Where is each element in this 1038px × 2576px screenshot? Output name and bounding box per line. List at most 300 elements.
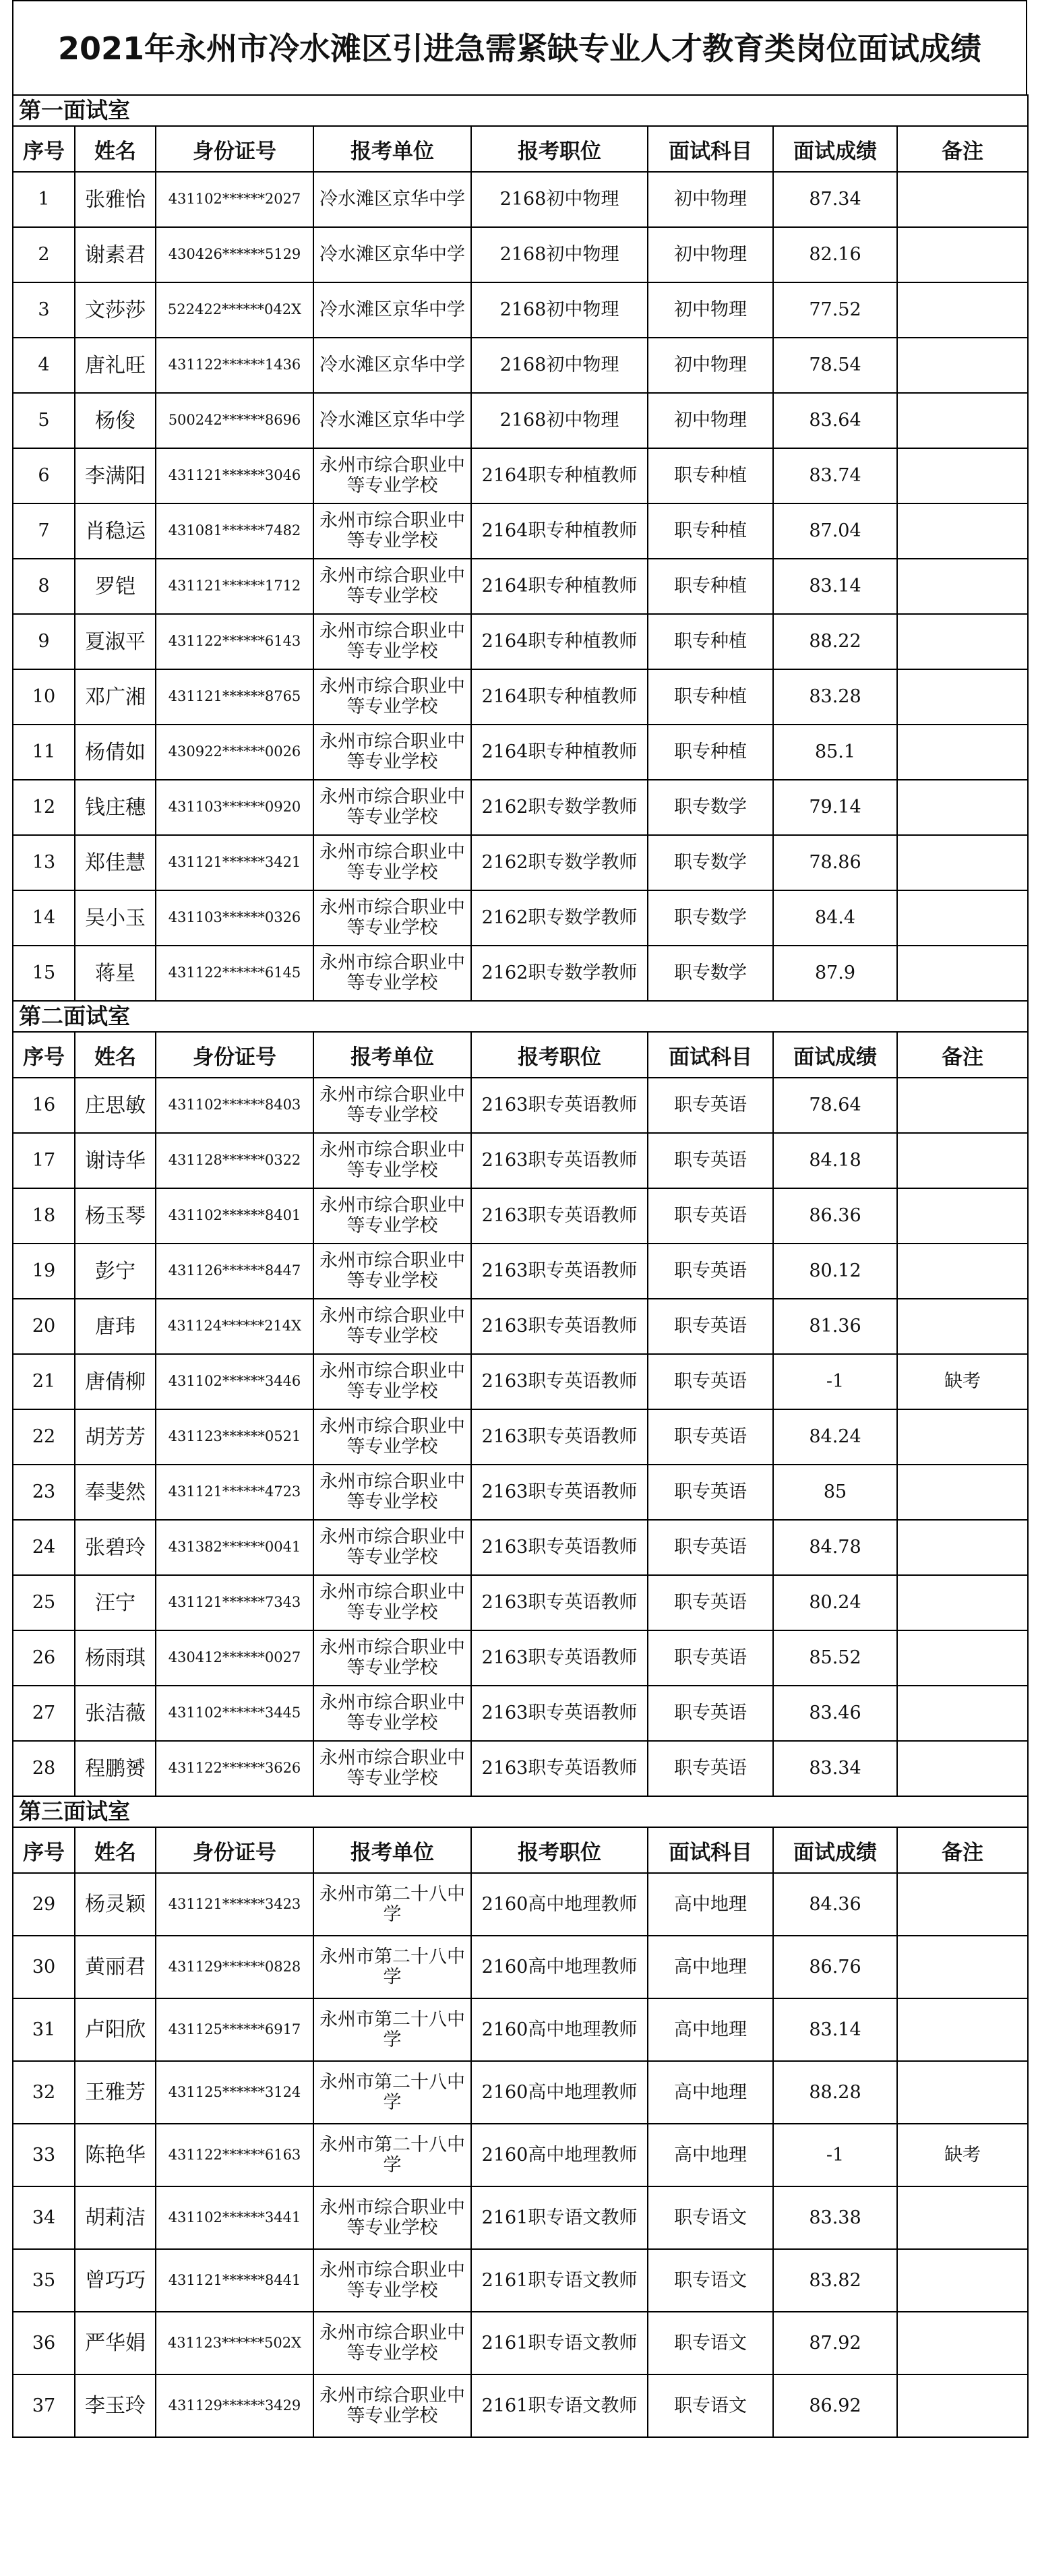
id-number: 431122******3626 (156, 1741, 313, 1796)
id-number: 431121******3046 (156, 448, 313, 503)
applied-position: 2168初中物理 (471, 282, 648, 338)
interview-subject: 高中地理 (648, 1873, 773, 1936)
row-number: 24 (13, 1520, 75, 1575)
applied-unit: 永州市综合职业中等专业学校 (313, 1078, 471, 1133)
applied-position: 2163职专英语教师 (471, 1686, 648, 1741)
applied-position: 2160高中地理教师 (471, 2061, 648, 2124)
row-number: 9 (13, 614, 75, 669)
row-number: 22 (13, 1409, 75, 1465)
candidate-name: 肖稳运 (75, 503, 156, 559)
room-name: 第二面试室 (13, 1001, 1028, 1032)
interview-score: 83.14 (773, 1998, 897, 2061)
remark (897, 725, 1028, 780)
row-number: 26 (13, 1630, 75, 1686)
table-row (13, 2061, 1028, 2124)
applied-unit: 永州市综合职业中等专业学校 (313, 1465, 471, 1520)
table-header-row (13, 1032, 1028, 1078)
interview-score: 85.1 (773, 725, 897, 780)
candidate-name: 钱庄穗 (75, 780, 156, 835)
id-number: 431102******3446 (156, 1354, 313, 1409)
applied-unit: 永州市第二十八中学 (313, 2061, 471, 2124)
applied-unit: 永州市综合职业中等专业学校 (313, 559, 471, 614)
table-row (13, 393, 1028, 448)
header-unit: 报考单位 (313, 126, 471, 172)
applied-position: 2163职专英语教师 (471, 1575, 648, 1630)
row-number: 18 (13, 1188, 75, 1244)
interview-subject: 初中物理 (648, 338, 773, 393)
interview-score: 84.78 (773, 1520, 897, 1575)
candidate-name: 邓广湘 (75, 669, 156, 725)
applied-unit: 永州市第二十八中学 (313, 1873, 471, 1936)
interview-subject: 职专种植 (648, 725, 773, 780)
applied-position: 2168初中物理 (471, 227, 648, 282)
interview-subject: 职专数学 (648, 780, 773, 835)
applied-unit: 永州市综合职业中等专业学校 (313, 1188, 471, 1244)
row-number: 31 (13, 1998, 75, 2061)
header-subject: 面试科目 (648, 126, 773, 172)
row-number: 16 (13, 1078, 75, 1133)
header-name: 姓名 (75, 126, 156, 172)
row-number: 25 (13, 1575, 75, 1630)
id-number: 431129******0828 (156, 1936, 313, 1998)
remark (897, 448, 1028, 503)
header-unit: 报考单位 (313, 1827, 471, 1873)
header-position: 报考职位 (471, 1032, 648, 1078)
interview-score: 84.18 (773, 1133, 897, 1188)
applied-unit: 冷水滩区京华中学 (313, 282, 471, 338)
applied-unit: 永州市综合职业中等专业学校 (313, 2374, 471, 2437)
remark (897, 1741, 1028, 1796)
candidate-name: 杨玉琴 (75, 1188, 156, 1244)
table-row (13, 1078, 1028, 1133)
remark (897, 1575, 1028, 1630)
id-number: 431123******502X (156, 2312, 313, 2374)
candidate-name: 杨雨琪 (75, 1630, 156, 1686)
candidate-name: 蒋星 (75, 946, 156, 1001)
interview-score: 84.36 (773, 1873, 897, 1936)
applied-position: 2164职专种植教师 (471, 503, 648, 559)
remark (897, 1936, 1028, 1998)
interview-score: 83.14 (773, 559, 897, 614)
interview-subject: 职专英语 (648, 1575, 773, 1630)
table-row (13, 1354, 1028, 1409)
candidate-name: 杨俊 (75, 393, 156, 448)
table-row (13, 2312, 1028, 2374)
header-remark: 备注 (897, 1827, 1028, 1873)
table-row (13, 1299, 1028, 1354)
table-row (13, 669, 1028, 725)
interview-score: 87.04 (773, 503, 897, 559)
applied-position: 2160高中地理教师 (471, 1936, 648, 1998)
applied-position: 2160高中地理教师 (471, 2124, 648, 2186)
table-row (13, 1409, 1028, 1465)
applied-position: 2164职专种植教师 (471, 614, 648, 669)
row-number: 7 (13, 503, 75, 559)
remark (897, 890, 1028, 946)
interview-subject: 职专英语 (648, 1188, 773, 1244)
interview-subject: 职专英语 (648, 1630, 773, 1686)
interview-score: 83.46 (773, 1686, 897, 1741)
section-room-title (13, 95, 1028, 126)
row-number: 11 (13, 725, 75, 780)
interview-subject: 职专英语 (648, 1354, 773, 1409)
table-row (13, 559, 1028, 614)
remark (897, 503, 1028, 559)
row-number: 12 (13, 780, 75, 835)
row-number: 28 (13, 1741, 75, 1796)
interview-score: 83.38 (773, 2186, 897, 2249)
row-number: 36 (13, 2312, 75, 2374)
interview-score: 87.9 (773, 946, 897, 1001)
interview-subject: 高中地理 (648, 2124, 773, 2186)
applied-unit: 永州市第二十八中学 (313, 1936, 471, 1998)
interview-subject: 职专英语 (648, 1299, 773, 1354)
section-room-title (13, 1796, 1028, 1827)
table-row (13, 172, 1028, 227)
row-number: 5 (13, 393, 75, 448)
id-number: 431121******8441 (156, 2249, 313, 2312)
id-number: 431103******0920 (156, 780, 313, 835)
remark (897, 282, 1028, 338)
applied-position: 2163职专英语教师 (471, 1133, 648, 1188)
id-number: 431382******0041 (156, 1520, 313, 1575)
header-id: 身份证号 (156, 1032, 313, 1078)
candidate-name: 唐礼旺 (75, 338, 156, 393)
header-seq: 序号 (13, 126, 75, 172)
candidate-name: 罗铠 (75, 559, 156, 614)
candidate-name: 唐玮 (75, 1299, 156, 1354)
row-number: 13 (13, 835, 75, 890)
interview-subject: 初中物理 (648, 393, 773, 448)
applied-position: 2168初中物理 (471, 172, 648, 227)
applied-unit: 永州市综合职业中等专业学校 (313, 669, 471, 725)
table-header-row (13, 1827, 1028, 1873)
applied-unit: 永州市综合职业中等专业学校 (313, 835, 471, 890)
interview-score: 87.92 (773, 2312, 897, 2374)
id-number: 431126******8447 (156, 1244, 313, 1299)
interview-score: 85.52 (773, 1630, 897, 1686)
applied-position: 2163职专英语教师 (471, 1244, 648, 1299)
table-row (13, 614, 1028, 669)
applied-unit: 冷水滩区京华中学 (313, 338, 471, 393)
remark (897, 946, 1028, 1001)
remark (897, 835, 1028, 890)
interview-score: 78.54 (773, 338, 897, 393)
candidate-name: 卢阳欣 (75, 1998, 156, 2061)
applied-position: 2163职专英语教师 (471, 1520, 648, 1575)
applied-unit: 永州市综合职业中等专业学校 (313, 1409, 471, 1465)
row-number: 19 (13, 1244, 75, 1299)
candidate-name: 奉斐然 (75, 1465, 156, 1520)
remark (897, 1873, 1028, 1936)
id-number: 430426******5129 (156, 227, 313, 282)
remark (897, 669, 1028, 725)
row-number: 17 (13, 1133, 75, 1188)
row-number: 30 (13, 1936, 75, 1998)
row-number: 29 (13, 1873, 75, 1936)
document-title: 2021年永州市冷水滩区引进急需紧缺专业人才教育类岗位面试成绩 (12, 0, 1027, 94)
interview-subject: 职专语文 (648, 2374, 773, 2437)
id-number: 522422******042X (156, 282, 313, 338)
remark (897, 2312, 1028, 2374)
interview-subject: 职专英语 (648, 1520, 773, 1575)
applied-unit: 永州市综合职业中等专业学校 (313, 1299, 471, 1354)
interview-score: 88.28 (773, 2061, 897, 2124)
interview-subject: 职专英语 (648, 1133, 773, 1188)
row-number: 32 (13, 2061, 75, 2124)
interview-score: 81.36 (773, 1299, 897, 1354)
remark (897, 780, 1028, 835)
id-number: 500242******8696 (156, 393, 313, 448)
table-row (13, 2374, 1028, 2437)
candidate-name: 吴小玉 (75, 890, 156, 946)
applied-position: 2163职专英语教师 (471, 1354, 648, 1409)
candidate-name: 谢素君 (75, 227, 156, 282)
applied-unit: 永州市综合职业中等专业学校 (313, 780, 471, 835)
interview-subject: 职专数学 (648, 946, 773, 1001)
header-score: 面试成绩 (773, 1827, 897, 1873)
id-number: 431102******2027 (156, 172, 313, 227)
applied-position: 2163职专英语教师 (471, 1465, 648, 1520)
id-number: 431102******3441 (156, 2186, 313, 2249)
interview-subject: 职专英语 (648, 1465, 773, 1520)
row-number: 15 (13, 946, 75, 1001)
table-row (13, 227, 1028, 282)
id-number: 431125******6917 (156, 1998, 313, 2061)
applied-unit: 永州市综合职业中等专业学校 (313, 1520, 471, 1575)
interview-score: 86.76 (773, 1936, 897, 1998)
candidate-name: 胡芳芳 (75, 1409, 156, 1465)
applied-unit: 永州市综合职业中等专业学校 (313, 1630, 471, 1686)
applied-unit: 永州市综合职业中等专业学校 (313, 2186, 471, 2249)
candidate-name: 李满阳 (75, 448, 156, 503)
header-id: 身份证号 (156, 1827, 313, 1873)
table-row (13, 2186, 1028, 2249)
table-row (13, 1575, 1028, 1630)
interview-subject: 职专语文 (648, 2249, 773, 2312)
interview-score: 84.24 (773, 1409, 897, 1465)
applied-position: 2164职专种植教师 (471, 448, 648, 503)
row-number: 20 (13, 1299, 75, 1354)
candidate-name: 李玉玲 (75, 2374, 156, 2437)
id-number: 431128******0322 (156, 1133, 313, 1188)
table-row (13, 780, 1028, 835)
applied-position: 2163职专英语教师 (471, 1078, 648, 1133)
remark (897, 1078, 1028, 1133)
header-seq: 序号 (13, 1827, 75, 1873)
remark (897, 1133, 1028, 1188)
table-row (13, 1520, 1028, 1575)
table-row (13, 1133, 1028, 1188)
room-name: 第一面试室 (13, 95, 1028, 126)
interview-score: 83.28 (773, 669, 897, 725)
row-number: 33 (13, 2124, 75, 2186)
interview-score: 83.34 (773, 1741, 897, 1796)
candidate-name: 谢诗华 (75, 1133, 156, 1188)
interview-score: 83.82 (773, 2249, 897, 2312)
interview-subject: 职专英语 (648, 1741, 773, 1796)
applied-unit: 永州市综合职业中等专业学校 (313, 1133, 471, 1188)
remark (897, 614, 1028, 669)
applied-unit: 永州市综合职业中等专业学校 (313, 448, 471, 503)
interview-subject: 职专语文 (648, 2186, 773, 2249)
id-number: 431121******3423 (156, 1873, 313, 1936)
header-seq: 序号 (13, 1032, 75, 1078)
table-row (13, 725, 1028, 780)
applied-position: 2164职专种植教师 (471, 669, 648, 725)
id-number: 431102******8403 (156, 1078, 313, 1133)
table-row (13, 503, 1028, 559)
row-number: 10 (13, 669, 75, 725)
candidate-name: 张碧玲 (75, 1520, 156, 1575)
candidate-name: 夏淑平 (75, 614, 156, 669)
row-number: 14 (13, 890, 75, 946)
interview-score: 80.12 (773, 1244, 897, 1299)
applied-position: 2168初中物理 (471, 393, 648, 448)
candidate-name: 黄丽君 (75, 1936, 156, 1998)
header-subject: 面试科目 (648, 1827, 773, 1873)
applied-position: 2163职专英语教师 (471, 1741, 648, 1796)
candidate-name: 彭宁 (75, 1244, 156, 1299)
applied-position: 2164职专种植教师 (471, 559, 648, 614)
results-document (12, 0, 1027, 2438)
table-header-row (13, 126, 1028, 172)
table-row (13, 835, 1028, 890)
interview-subject: 初中物理 (648, 282, 773, 338)
interview-subject: 高中地理 (648, 1936, 773, 1998)
remark (897, 1686, 1028, 1741)
remark (897, 227, 1028, 282)
candidate-name: 张雅怡 (75, 172, 156, 227)
applied-unit: 永州市综合职业中等专业学校 (313, 1741, 471, 1796)
applied-unit: 永州市综合职业中等专业学校 (313, 890, 471, 946)
candidate-name: 陈艳华 (75, 2124, 156, 2186)
table-row (13, 2249, 1028, 2312)
interview-subject: 职专数学 (648, 835, 773, 890)
remark (897, 338, 1028, 393)
header-remark: 备注 (897, 126, 1028, 172)
id-number: 431102******8401 (156, 1188, 313, 1244)
applied-position: 2161职专语文教师 (471, 2186, 648, 2249)
table-row (13, 1936, 1028, 1998)
candidate-name: 王雅芳 (75, 2061, 156, 2124)
interview-score: -1 (773, 1354, 897, 1409)
remark (897, 393, 1028, 448)
id-number: 431121******1712 (156, 559, 313, 614)
remark (897, 1520, 1028, 1575)
id-number: 431121******8765 (156, 669, 313, 725)
interview-score: 84.4 (773, 890, 897, 946)
id-number: 431123******0521 (156, 1409, 313, 1465)
remark (897, 1465, 1028, 1520)
applied-unit: 永州市综合职业中等专业学校 (313, 946, 471, 1001)
applied-unit: 永州市第二十八中学 (313, 2124, 471, 2186)
candidate-name: 郑佳慧 (75, 835, 156, 890)
row-number: 21 (13, 1354, 75, 1409)
applied-position: 2163职专英语教师 (471, 1299, 648, 1354)
id-number: 431121******3421 (156, 835, 313, 890)
interview-score: 86.36 (773, 1188, 897, 1244)
header-position: 报考职位 (471, 1827, 648, 1873)
interview-score: 78.64 (773, 1078, 897, 1133)
applied-unit: 永州市综合职业中等专业学校 (313, 503, 471, 559)
interview-subject: 职专英语 (648, 1244, 773, 1299)
applied-unit: 冷水滩区京华中学 (313, 172, 471, 227)
remark (897, 1998, 1028, 2061)
table-row (13, 1630, 1028, 1686)
table-row (13, 1686, 1028, 1741)
applied-position: 2161职专语文教师 (471, 2312, 648, 2374)
applied-position: 2163职专英语教师 (471, 1409, 648, 1465)
id-number: 431103******0326 (156, 890, 313, 946)
id-number: 431124******214X (156, 1299, 313, 1354)
room-name: 第三面试室 (13, 1796, 1028, 1827)
table-row (13, 338, 1028, 393)
remark (897, 1188, 1028, 1244)
row-number: 34 (13, 2186, 75, 2249)
header-name: 姓名 (75, 1032, 156, 1078)
table-row (13, 1741, 1028, 1796)
applied-position: 2164职专种植教师 (471, 725, 648, 780)
row-number: 35 (13, 2249, 75, 2312)
interview-score: 83.74 (773, 448, 897, 503)
applied-unit: 永州市综合职业中等专业学校 (313, 1354, 471, 1409)
table-row (13, 1188, 1028, 1244)
id-number: 431125******3124 (156, 2061, 313, 2124)
interview-subject: 职专种植 (648, 503, 773, 559)
interview-subject: 高中地理 (648, 2061, 773, 2124)
applied-position: 2162职专数学教师 (471, 890, 648, 946)
applied-unit: 永州市综合职业中等专业学校 (313, 1244, 471, 1299)
header-score: 面试成绩 (773, 126, 897, 172)
interview-subject: 高中地理 (648, 1998, 773, 2061)
interview-score: 79.14 (773, 780, 897, 835)
candidate-name: 严华娟 (75, 2312, 156, 2374)
remark (897, 2061, 1028, 2124)
id-number: 431122******1436 (156, 338, 313, 393)
candidate-name: 杨倩如 (75, 725, 156, 780)
candidate-name: 胡莉洁 (75, 2186, 156, 2249)
remark (897, 559, 1028, 614)
interview-subject: 职专种植 (648, 669, 773, 725)
interview-score: 78.86 (773, 835, 897, 890)
table-row (13, 1873, 1028, 1936)
interview-subject: 职专数学 (648, 890, 773, 946)
candidate-name: 杨灵颖 (75, 1873, 156, 1936)
table-row (13, 2124, 1028, 2186)
interview-score: 85 (773, 1465, 897, 1520)
id-number: 431102******3445 (156, 1686, 313, 1741)
remark (897, 2249, 1028, 2312)
applied-unit: 永州市综合职业中等专业学校 (313, 2249, 471, 2312)
remark (897, 2186, 1028, 2249)
applied-position: 2161职专语文教师 (471, 2249, 648, 2312)
interview-score: 82.16 (773, 227, 897, 282)
table-row (13, 1998, 1028, 2061)
interview-subject: 职专语文 (648, 2312, 773, 2374)
applied-position: 2163职专英语教师 (471, 1630, 648, 1686)
row-number: 2 (13, 227, 75, 282)
id-number: 430412******0027 (156, 1630, 313, 1686)
id-number: 430922******0026 (156, 725, 313, 780)
row-number: 1 (13, 172, 75, 227)
remark (897, 1244, 1028, 1299)
row-number: 8 (13, 559, 75, 614)
remark (897, 2374, 1028, 2437)
table-row (13, 448, 1028, 503)
table-row (13, 946, 1028, 1001)
header-remark: 备注 (897, 1032, 1028, 1078)
